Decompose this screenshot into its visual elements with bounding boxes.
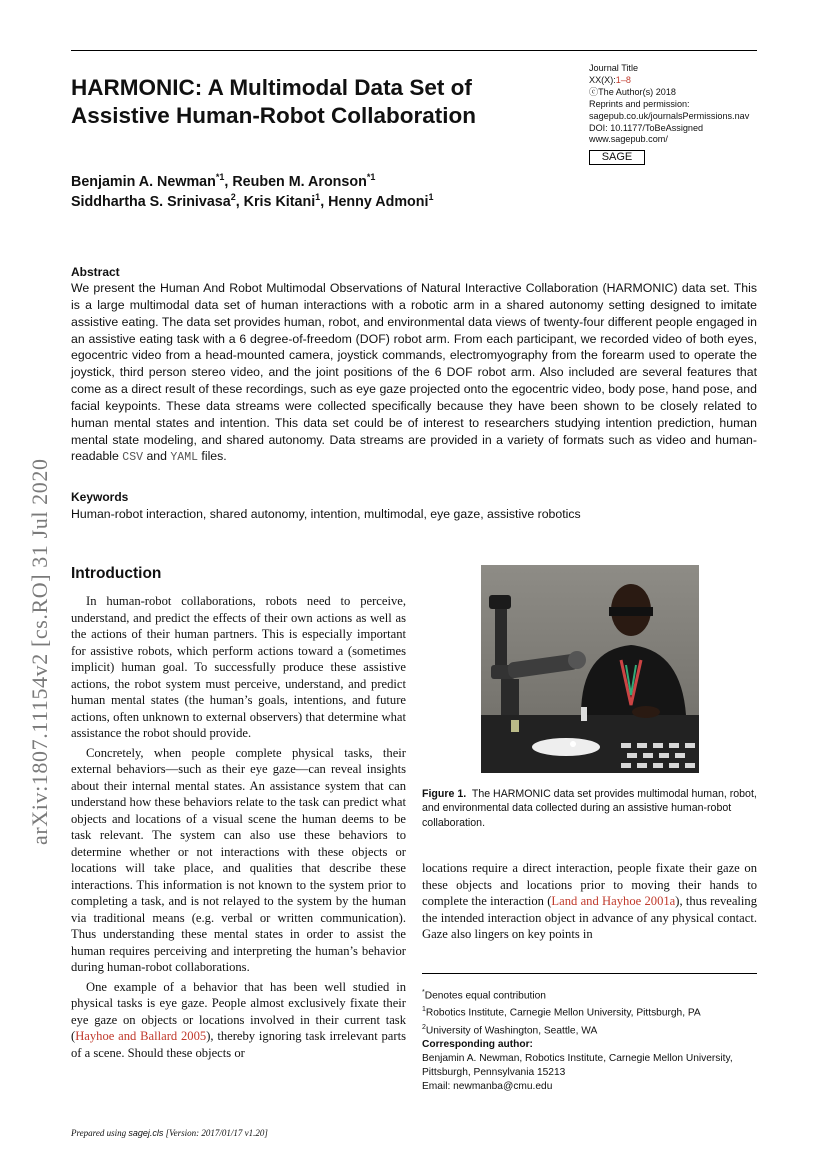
volume-prefix: XX(X):: [589, 74, 616, 85]
title-line-1: HARMONIC: A Multimodal Data Set of: [71, 75, 472, 100]
paragraph-text: ), thus revealing the intended interaction object in advance of any physical contact. Gaze also lingers on key points in: [422, 894, 758, 941]
author-name: Siddhartha S. Srinivasa: [71, 194, 231, 210]
header-rule: [71, 50, 757, 51]
left-column: [71, 593, 406, 1061]
footnote-text: University of Washington, Seattle, WA: [425, 1025, 598, 1037]
right-column: [422, 860, 757, 943]
keywords-heading: Keywords: [71, 490, 129, 504]
abstract-text: We present the Human And Robot Multimodal Observations of Natural Interactive Collaboration (HARMONIC) data set. This is a large multimodal data set of human interactions with a robotic arm in a shared autonomy setting designed to imitate assistive eating. The data set provides human, robot, and environmental data views of twenty-four different people engaged in an assistive eating task with a 6 degree-of-freedom (DOF) robot arm. From each participant, we recorded video of both eyes, egocentric video from a head-mounted camera, joystick commands, electromyography from the forearm used to operate the joystick, third person stereo video, and the joint positions of the 6 DOF robot arm. Also included are several features that come as a direct result of these recordings, such as eye gaze projected onto the egocentric video, body pose, hand pose, and facial keypoints. These data streams were collected specifically because they have been shown to be closely related to human mental states and intention. This data set could be of interest to researchers studying intention prediction, human mental state modeling, and shared autonomy. Data streams are provided in a variety of formats such as video and human-readable: [71, 281, 757, 464]
corresponding-author-heading: Corresponding author:: [422, 1039, 533, 1051]
author-affiliation: *1: [366, 172, 376, 183]
website: www.sagepub.com/: [589, 134, 668, 145]
figure-label: Figure 1.: [422, 788, 467, 800]
abstract-tail: files.: [201, 449, 227, 464]
author-line-1: Benjamin A. Newman$^{*1}$, Reuben M. Aronson$^{*1}$: [71, 172, 376, 190]
corresponding-author-email: Email: newmanba@cmu.edu: [422, 1081, 553, 1093]
author-line-2: Siddhartha S. Srinivasa$^2$, Kris Kitani$^1$, Henny Admoni$^1$: [71, 192, 434, 210]
abstract-body: [71, 280, 757, 467]
corresponding-author-text: Benjamin A. Newman, Robotics Institute, Carnegie Mellon University, Pittsburgh, Pennsylvania 15213: [422, 1053, 733, 1079]
page-footer: [71, 1128, 268, 1138]
copyright: ⓒThe Author(s) 2018: [589, 86, 676, 97]
paragraph: [422, 860, 757, 943]
paragraph-text: ), thereby ignoring task irrelevant parts of a scene. Should these objects or: [71, 1029, 406, 1060]
doi: DOI: 10.1177/ToBeAssigned: [589, 122, 704, 133]
paper-title: [71, 74, 551, 130]
paragraph: Concretely, when people complete physical tasks, their external behaviors—such as their eye gaze—can reveal insights about their internal mental states. An assistance system that can understand how these behaviors relate to the task can predict what objects and locations of a visual scene the human deems to be task relevant. The system can also use these behaviors to determine whether or not interactions with these objects or locations will take place, and qualities that describe these interactions. This information is not known to the system prior to completing a task, and is not relayed to the system by the human via traditional means (e.g. verbal or written communication). Thus understanding these mental states in order to assist the human requires perceiving and interpreting the human’s behavior during human-robot collaborations.: [71, 745, 406, 974]
author-name: Henny Admoni: [328, 194, 429, 210]
journal-info: [589, 63, 789, 146]
footer-cls: sagej.cls: [128, 1128, 164, 1138]
format-yaml: YAML: [170, 451, 198, 465]
abstract-heading: Abstract: [71, 265, 120, 279]
figure-1-caption: [422, 787, 757, 830]
arxiv-identifier: arXiv:1807.11154v2 [cs.RO] 31 Jul 2020: [27, 458, 52, 845]
footnote-text: Denotes equal contribution: [424, 990, 546, 1002]
footnote-equal: [422, 986, 757, 1003]
footer-prepared: Prepared using: [71, 1128, 127, 1138]
author-name: Kris Kitani: [243, 194, 316, 210]
author-name: Benjamin A. Newman: [71, 174, 216, 190]
section-heading-introduction: Introduction: [71, 565, 162, 582]
title-line-2: Assistive Human-Robot Collaboration: [71, 103, 477, 128]
footnotes: [422, 986, 757, 1094]
author-name: Reuben M. Aronson: [232, 174, 367, 190]
citation-link[interactable]: Hayhoe and Ballard 2005: [75, 1029, 207, 1043]
sage-logo: SAGE: [589, 150, 645, 165]
format-csv: CSV: [122, 451, 144, 465]
footnote-rule: [422, 973, 757, 974]
keywords-list: Human-robot interaction, shared autonomy, intention, multimodal, eye gaze, assistive robotics: [71, 507, 581, 521]
author-affiliation: 2: [230, 192, 236, 203]
citation-link[interactable]: Land and Hayhoe 2001a: [551, 894, 676, 908]
author-affiliation: 1: [315, 192, 321, 203]
footnote-affiliation-2: [422, 1021, 757, 1038]
paragraph: In human-robot collaborations, robots need to perceive, understand, and predict the effects of their own actions as well as the actions of their human partners. This is especially important for assistive robots, which perform actions toward a (sometimes implicit) human goal. To successfully produce these assistive actions, the robot system must perceive, understand, and predict human mental states (the human’s goals, intentions, and future actions, often unknown to external observers) that determine what assistance the robot should provide.: [71, 594, 406, 740]
footnote-affiliation-1: [422, 1003, 757, 1020]
author-affiliation: *1: [215, 172, 225, 183]
paragraph-text: One example of a behavior that has been well studied in physical tasks is eye gaze. People almost exclusively fixate their eye gaze on objects or locations involved in their current task (: [71, 979, 406, 1043]
footnote-text: Robotics Institute, Carnegie Mellon University, Pittsburgh, PA: [425, 1007, 701, 1019]
footnote-mark: *: [422, 989, 425, 996]
footer-version: [Version: 2017/01/17 v1.20]: [165, 1128, 268, 1138]
abstract-and: and: [146, 449, 167, 464]
footnote-mark: 2: [422, 1023, 426, 1031]
permissions-url: sagepub.co.uk/journalsPermissions.nav: [589, 110, 750, 121]
footnote-mark: 1: [422, 1006, 426, 1014]
paragraph: [71, 979, 406, 1062]
figure-1-photo: [481, 565, 699, 773]
journal-volume: [589, 75, 789, 87]
journal-name: Journal Title: [589, 63, 639, 73]
paragraph-text: locations require a direct interaction, people fixate their gaze on these objects and locations prior to moving their hands to complete the interaction (: [422, 861, 757, 908]
page-range-link[interactable]: 1–8: [615, 74, 631, 85]
reprints: Reprints and permission:: [589, 98, 690, 109]
robot-feeding-scene-image: [481, 565, 699, 773]
figure-caption-text: The HARMONIC data set provides multimodal human, robot, and environmental data collected during an assistive human-robot collaboration.: [422, 788, 757, 829]
author-list: [71, 172, 551, 212]
author-affiliation: 1: [428, 192, 434, 203]
